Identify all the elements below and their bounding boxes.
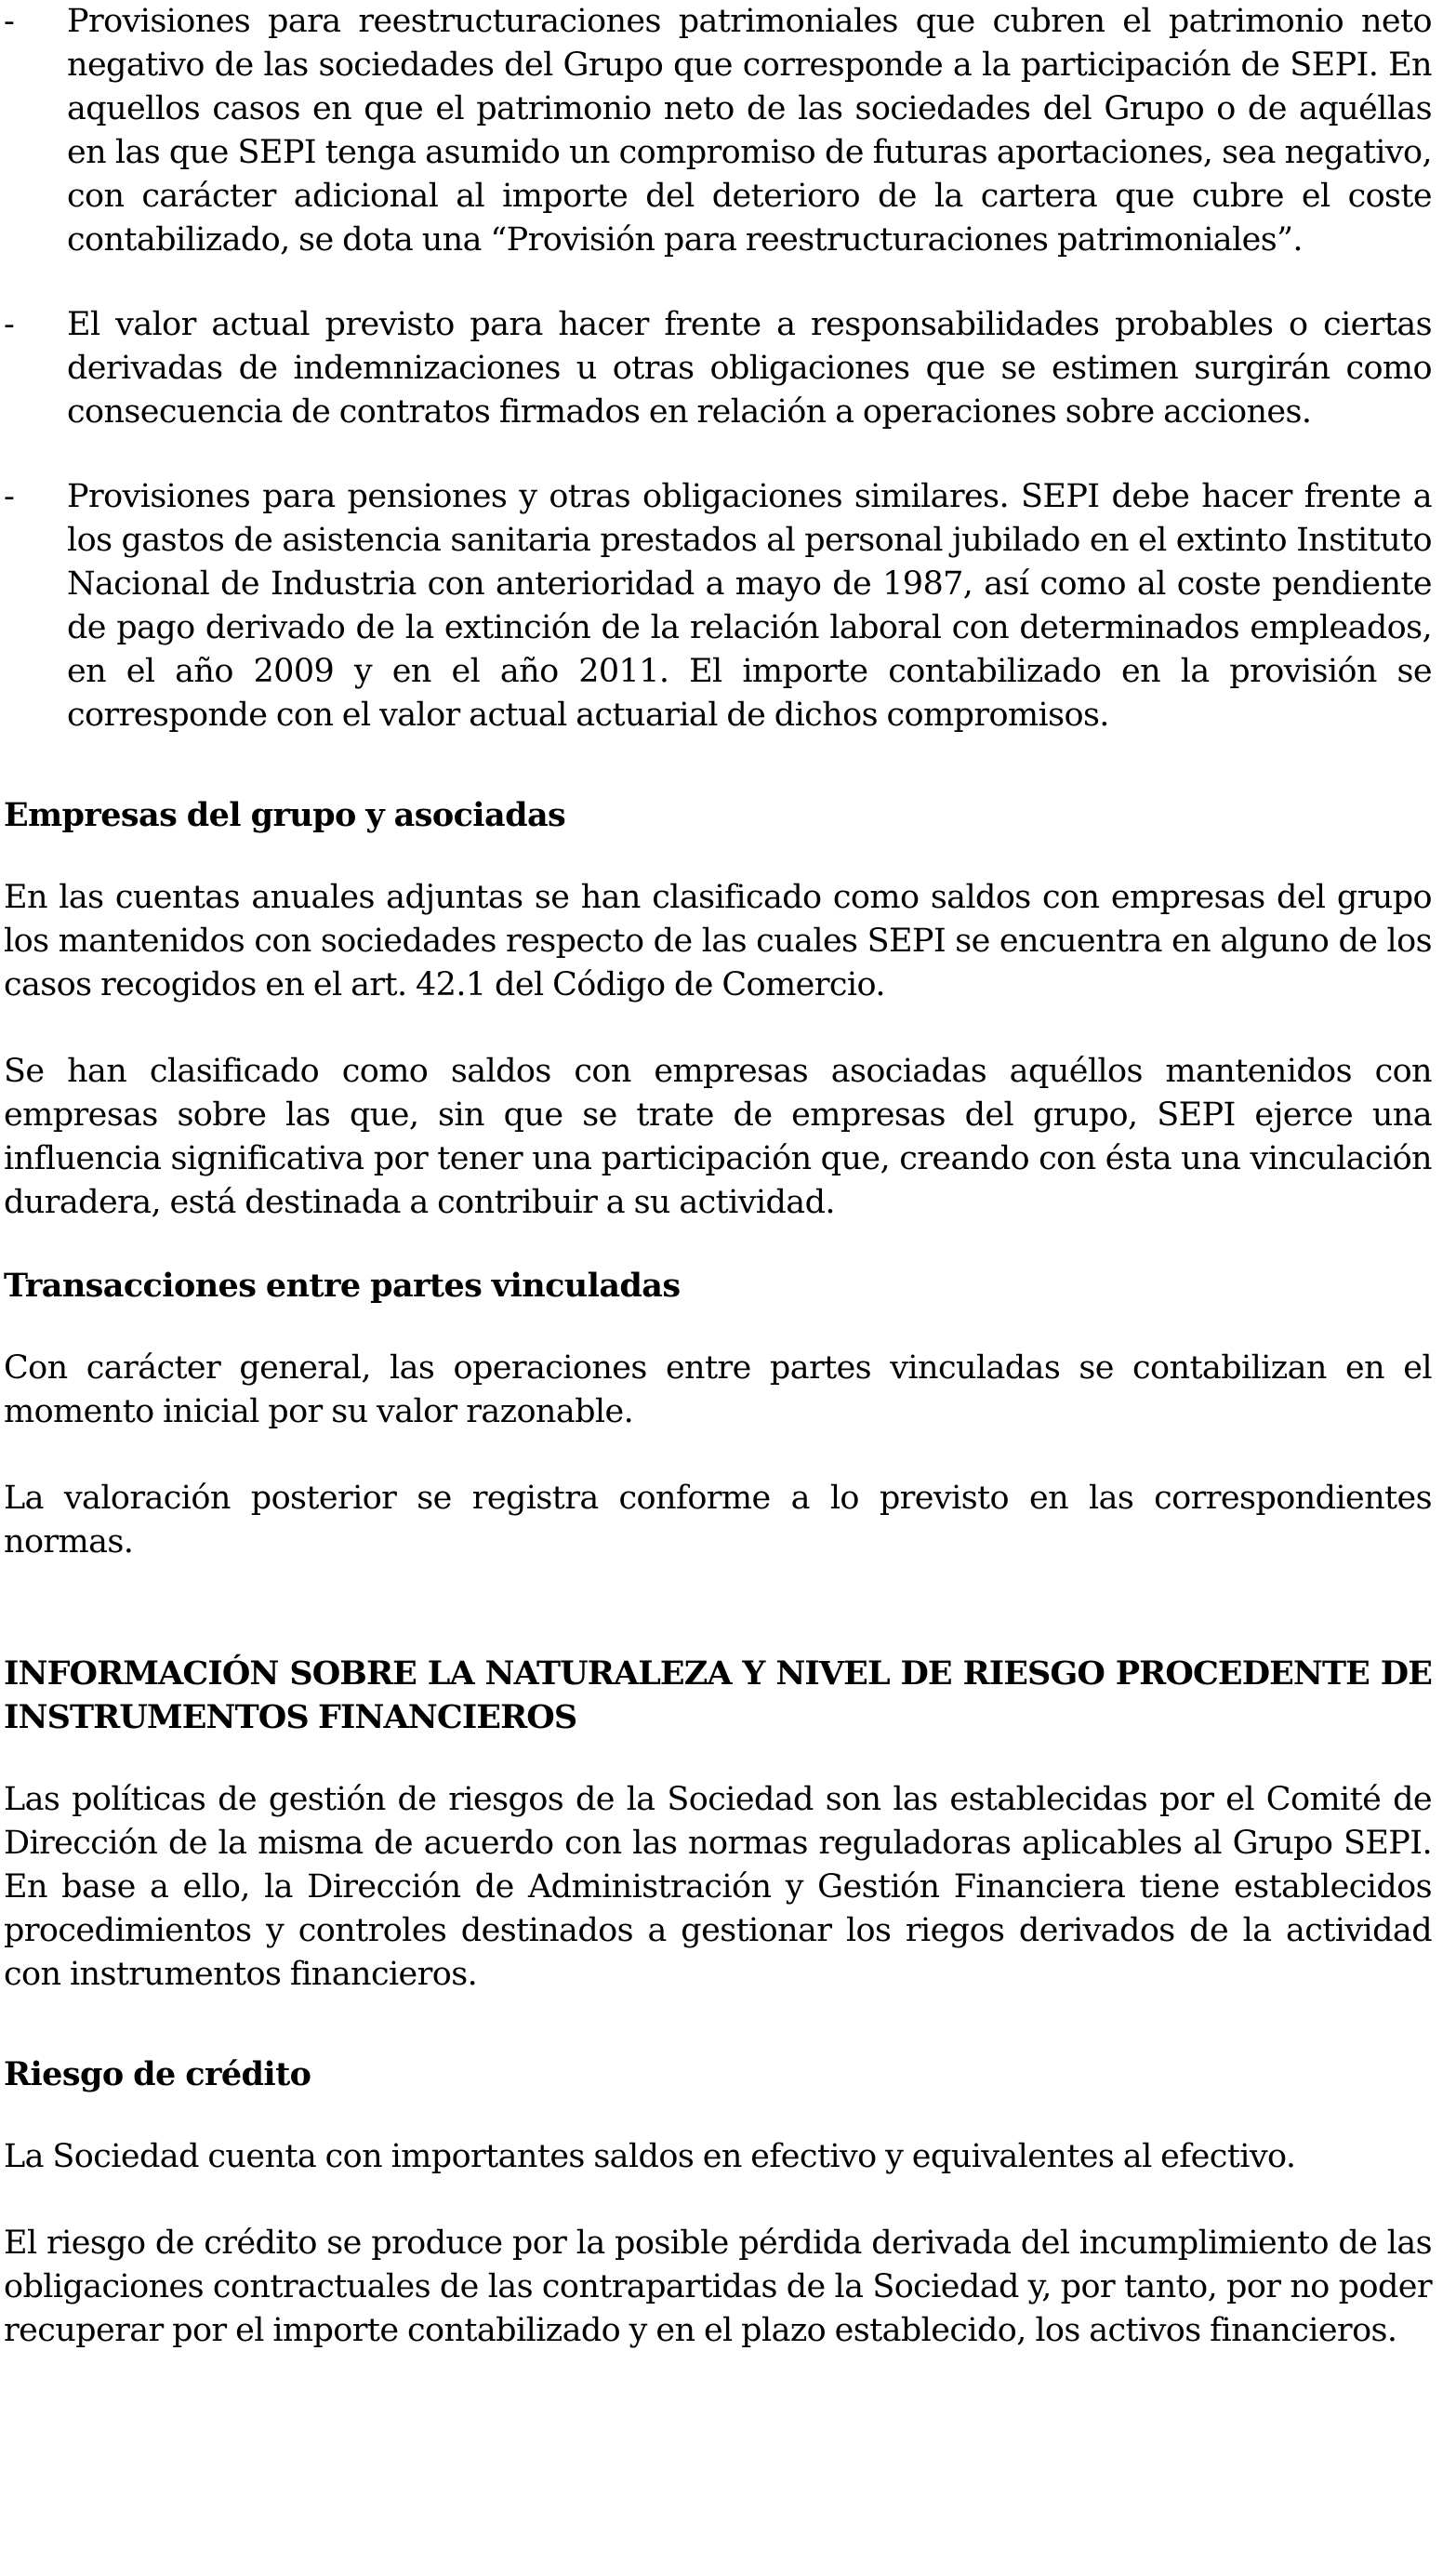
bullet-dash: - [4,478,15,515]
bullet-text: Provisiones para reestructuraciones patrimoniales que cubren el patrimonio neto negativo de las sociedades del Grupo que corresponde a la participación de SEPI. En aquellos casos en que el patrimonio neto de las sociedades del Grupo o de aquéllas en las que SEPI tenga asumido un compromiso de futuras aportaciones, sea negativo, con carácter adicional al importe del deterioro de la cartera que cubre el coste contabilizado, se dota una “Provisión para reestructuraciones patrimoniales”. [67,3,1432,259]
paragraph-transacciones-general: Con carácter general, las operaciones entre partes vinculadas se contabilizan en el momento inicial por su valor razonable. [4,1349,1432,1430]
paragraph-empresas-asociadas: Se han clasificado como saldos con empresas asociadas aquéllos mantenidos con empresas sobre las que, sin que se trate de empresas del grupo, SEPI ejerce una influencia significativa por tener una participación que, creando con ésta una vinculación duradera, está destinada a contribuir a su actividad. [4,1053,1432,1221]
bullet-dash: - [4,306,15,343]
bullet-valor-actual [4,303,1432,434]
paragraph-saldos-efectivo: La Sociedad cuenta con importantes saldos en efectivo y equivalentes al efectivo. [4,2138,1296,2175]
paragraph-valoracion-posterior: La valoración posterior se registra conforme a lo previsto en las correspondientes normas. [4,1480,1432,1561]
heading-riesgo-instrumentos: INFORMACIÓN SOBRE LA NATURALEZA Y NIVEL DE RIESGO PROCEDENTE DE INSTRUMENTOS FINANCIEROS [4,1654,1432,1736]
bullet-text: El valor actual previsto para hacer frente a responsabilidades probables o ciertas derivadas de indemnizaciones u otras obligaciones que se estimen surgirán como consecuencia de contratos firmados en relación a operaciones sobre acciones. [67,306,1432,431]
bullet-provisiones-pensiones [4,475,1432,737]
paragraph-empresas-grupo: En las cuentas anuales adjuntas se han clasificado como saldos con empresas del grupo los mantenidos con sociedades respecto de las cuales SEPI se encuentra en alguno de los casos recogidos en el art. 42.1 del Código de Comercio. [4,879,1432,1003]
heading-transacciones: Transacciones entre partes vinculadas [4,1267,681,1305]
bullet-text: Provisiones para pensiones y otras obligaciones similares. SEPI debe hacer frente a los gastos de asistencia sanitaria prestados al personal jubilado en el extinto Instituto Nacional de Industria con anterioridad a mayo de 1987, así como al coste pendiente de pago derivado de la extinción de la relación laboral con determinados empleados, en el año 2009 y en el año 2011. El importe contabilizado en la provisión se corresponde con el valor actual actuarial de dichos compromisos. [67,478,1432,734]
document-page [4,0,1432,2353]
bullet-provisiones-reestructuraciones [4,0,1432,262]
heading-empresas-grupo: Empresas del grupo y asociadas [4,796,566,834]
paragraph-politicas-riesgo: Las políticas de gestión de riesgos de la Sociedad son las establecidas por el Comité de Dirección de la misma de acuerdo con las normas reguladoras aplicables al Grupo SEPI. En base a ello, la Dirección de Administración y Gestión Financiera tiene establecidos procedimientos y controles destinados a gestionar los riegos derivados de la actividad con instrumentos financieros. [4,1781,1432,1993]
bullet-dash: - [4,3,15,40]
paragraph-riesgo-credito: El riesgo de crédito se produce por la posible pérdida derivada del incumplimiento de las obligaciones contractuales de las contrapartidas de la Sociedad y, por tanto, por no poder recuperar por el importe contabilizado y en el plazo establecido, los activos financieros. [4,2225,1432,2349]
heading-riesgo-credito: Riesgo de crédito [4,2055,311,2093]
